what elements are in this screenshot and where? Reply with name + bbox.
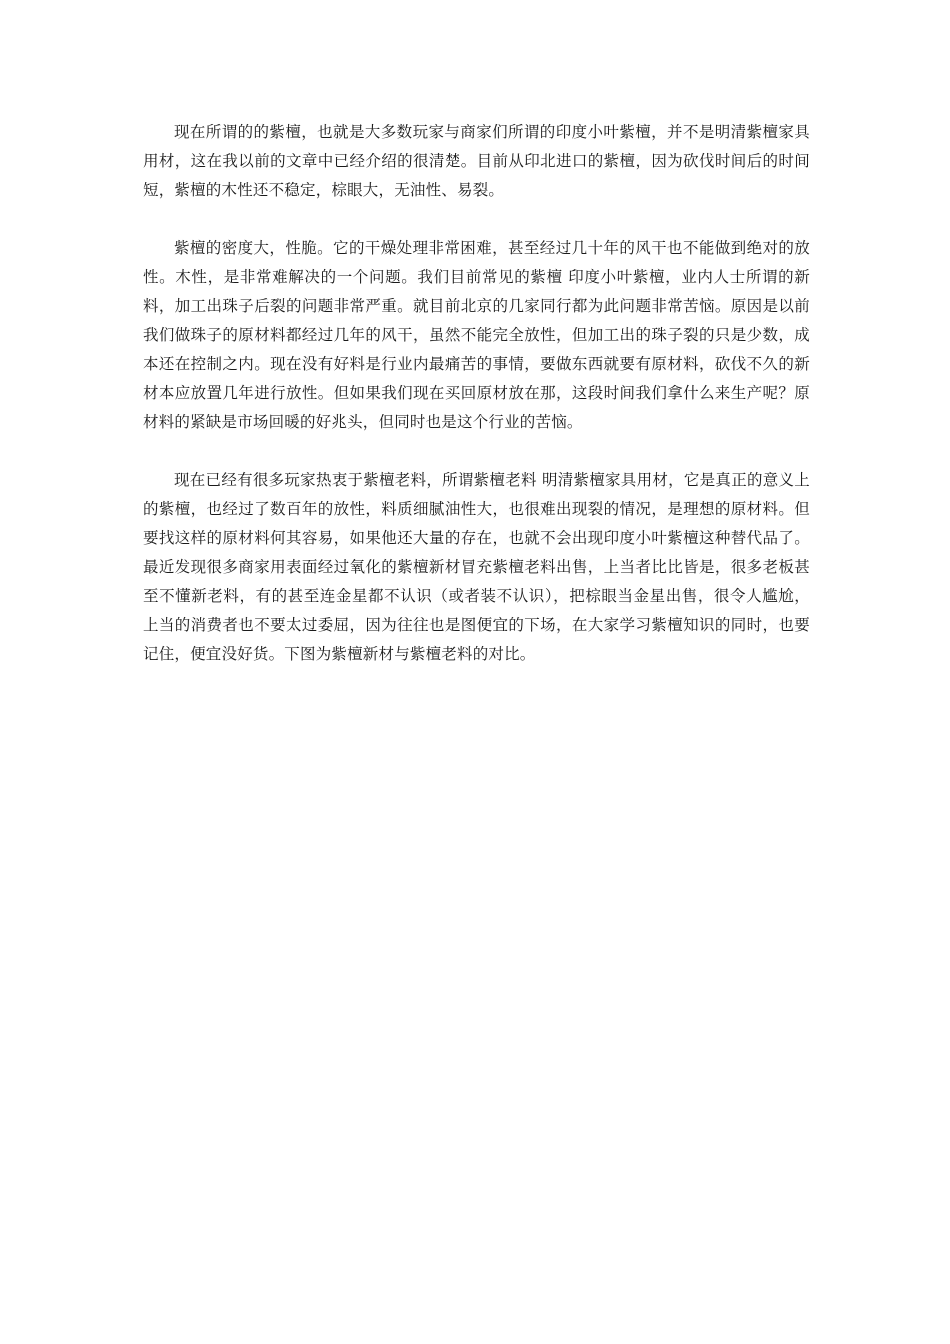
paragraph-1: 现在所谓的的紫檀，也就是大多数玩家与商家们所谓的印度小叶紫檀，并不是明清紫檀家具用材，这在我以前的文章中已经介绍的很清楚。目前从印北进口的紫檀，因为砍伐时间后的时间短，紫檀的木性还不稳定，棕眼大，无油性、易裂。 (143, 123, 810, 199)
document-body (143, 118, 810, 698)
paragraph-3: 现在已经有很多玩家热衷于紫檀老料，所谓紫檀老料 明清紫檀家具用材，它是真正的意义上的紫檀，也经过了数百年的放性，料质细腻油性大，也很难出现裂的情况，是理想的原材料。但要找这样的原材料何其容易，如果他还大量的存在，也就不会出现印度小叶紫檀这种替代品了。最近发现很多商家用表面经过氧化的紫檀新材冒充紫檀老料出售，上当者比比皆是，很多老板甚至不懂新老料，有的甚至连金星都不认识（或者装不认识），把棕眼当金星出售，很令人尴尬，上当的消费者也不要太过委屈，因为往往也是图便宜的下场，在大家学习紫檀知识的同时，也要记住，便宜没好货。下图为紫檀新材与紫檀老料的对比。 (143, 471, 810, 663)
paragraph-2: 紫檀的密度大，性脆。它的干燥处理非常困难，甚至经过几十年的风干也不能做到绝对的放性。木性，是非常难解决的一个问题。我们目前常见的紫檀 印度小叶紫檀，业内人士所谓的新料，加工出珠子后裂的问题非常严重。就目前北京的几家同行都为此问题非常苦恼。原因是以前我们做珠子的原材料都经过几年的风干，虽然不能完全放性，但加工出的珠子裂的只是少数，成本还在控制之内。现在没有好料是行业内最痛苦的事情，要做东西就要有原材料，砍伐不久的新材本应放置几年进行放性。但如果我们现在买回原材放在那，这段时间我们拿什么来生产呢？原材料的紧缺是市场回暖的好兆头，但同时也是这个行业的苦恼。 (143, 239, 810, 431)
